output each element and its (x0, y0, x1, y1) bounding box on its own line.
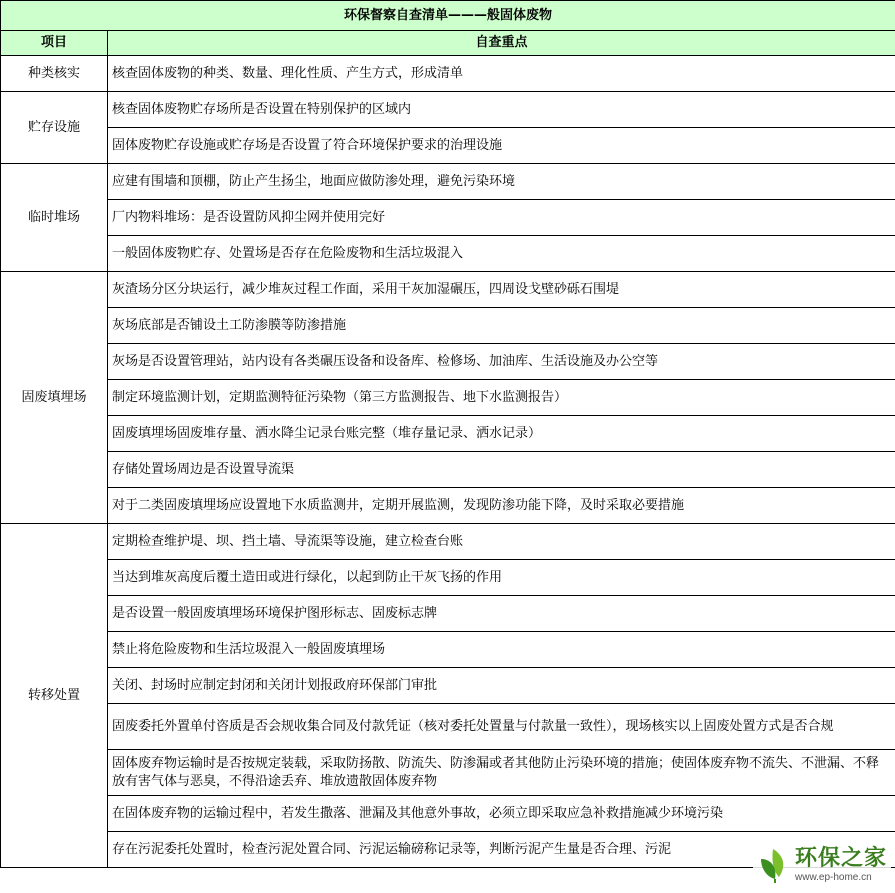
table-row (1, 524, 895, 560)
watermark-url: www.ep-home.cn (795, 871, 872, 883)
table-row (1, 236, 895, 272)
check-item-cell: 一般固体废物贮存、处置场是否存在危险废物和生活垃圾混入 (108, 236, 895, 272)
category-cell: 固废填埋场 (1, 272, 108, 524)
check-item-cell: 核查固体废物的种类、数量、理化性质、产生方式，形成清单 (108, 56, 895, 92)
watermark-logo (753, 843, 891, 887)
check-item-cell: 固废委托外置单付咨质是否会规收集合同及付款凭证（核对委托处置量与付款量一致性），现场核实以上固废处置方式是否合规 (108, 704, 895, 750)
check-item-cell: 固体废物贮存设施或贮存场是否设置了符合环境保护要求的治理设施 (108, 128, 895, 164)
table-row (1, 92, 895, 128)
table-row (1, 128, 895, 164)
check-item-cell: 固体废弃物运输时是否按规定装载，采取防扬散、防流失、防渗漏或者其他防止污染环境的措施；使固体废弃物不流失、不泄漏、不释放有害气体与恶臭，不得沿途丢弃、堆放遗散固体废弃物 (108, 750, 895, 796)
category-cell: 贮存设施 (1, 92, 108, 164)
check-item-cell: 禁止将危险废物和生活垃圾混入一般固废填埋场 (108, 632, 895, 668)
check-item-cell: 制定环境监测计划，定期监测特征污染物（第三方监测报告、地下水监测报告） (108, 380, 895, 416)
table-row (1, 796, 895, 832)
column-header-focus: 自查重点 (108, 31, 895, 56)
check-item-cell: 核查固体废物贮存场所是否设置在特别保护的区域内 (108, 92, 895, 128)
check-item-cell: 厂内物料堆场：是否设置防风抑尘网并使用完好 (108, 200, 895, 236)
check-item-cell: 灰场底部是否铺设土工防渗膜等防渗措施 (108, 308, 895, 344)
category-cell: 临时堆场 (1, 164, 108, 272)
table-row (1, 308, 895, 344)
table-row (1, 632, 895, 668)
table-row (1, 704, 895, 750)
check-item-cell: 定期检查维护堤、坝、挡土墙、导流渠等设施，建立检查台账 (108, 524, 895, 560)
table-title: 环保督察自查清单———般固体废物 (1, 1, 895, 31)
check-item-cell: 灰场是否设置管理站，站内设有各类碾压设备和设备库、检修场、加油库、生活设施及办公空等 (108, 344, 895, 380)
leaf-logo-icon (753, 845, 793, 885)
table-row (1, 596, 895, 632)
check-item-cell: 当达到堆灰高度后覆土造田或进行绿化，以起到防止干灰飞扬的作用 (108, 560, 895, 596)
check-item-cell: 关闭、封场时应制定封闭和关闭计划报政府环保部门审批 (108, 668, 895, 704)
table-row (1, 452, 895, 488)
check-item-cell: 存在污泥委托处置时，检查污泥处置合同、污泥运输磅称记录等，判断污泥产生量是否合理、污泥 (108, 832, 895, 868)
category-cell: 种类核实 (1, 56, 108, 92)
table-row (1, 272, 895, 308)
check-item-cell: 应建有围墙和顶棚，防止产生扬尘，地面应做防渗处理，避免污染环境 (108, 164, 895, 200)
table-row (1, 164, 895, 200)
table-row (1, 560, 895, 596)
check-item-cell: 在固体废弃物的运输过程中，若发生撒落、泄漏及其他意外事故，必须立即采取应急补救措施减少环境污染 (108, 796, 895, 832)
table-row (1, 380, 895, 416)
check-item-cell: 是否设置一般固废填埋场环境保护图形标志、固废标志牌 (108, 596, 895, 632)
check-item-cell: 固废填埋场固废堆存量、洒水降尘记录台账完整（堆存量记录、洒水记录） (108, 416, 895, 452)
table-row (1, 416, 895, 452)
table-row (1, 344, 895, 380)
table-row (1, 668, 895, 704)
table-row (1, 750, 895, 796)
category-cell: 转移处置 (1, 524, 108, 868)
table-row (1, 200, 895, 236)
check-item-cell: 对于二类固废填埋场应设置地下水质监测井，定期开展监测，发现防渗功能下降，及时采取必要措施 (108, 488, 895, 524)
check-item-cell: 灰渣场分区分块运行，减少堆灰过程工作面，采用干灰加湿碾压，四周设戈壁砂砾石围堤 (108, 272, 895, 308)
table-row (1, 488, 895, 524)
table-row (1, 56, 895, 92)
column-header-item: 项目 (1, 31, 108, 56)
check-item-cell: 存储处置场周边是否设置导流渠 (108, 452, 895, 488)
watermark-name: 环保之家 (795, 845, 888, 871)
